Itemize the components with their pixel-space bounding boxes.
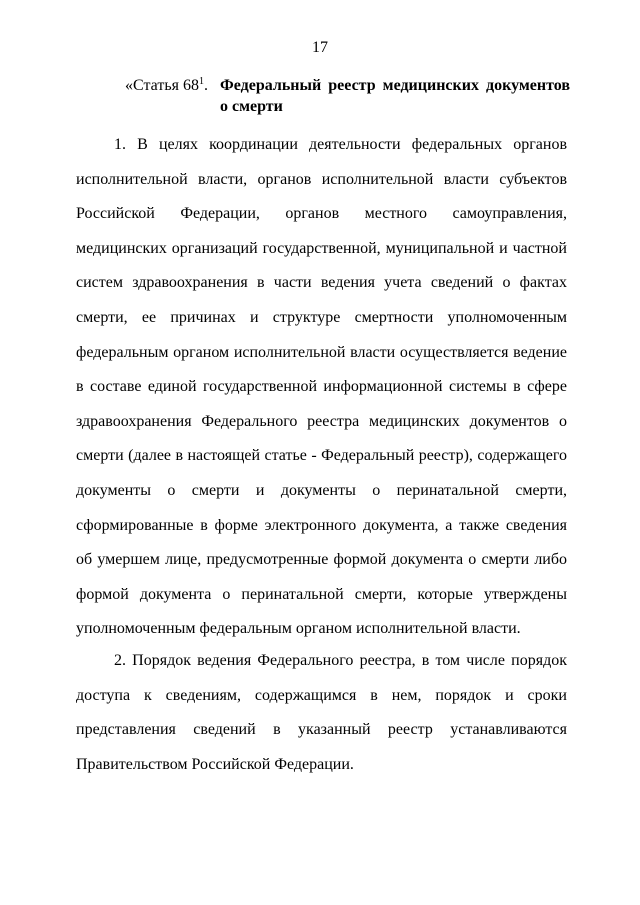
article-label-suffix: . bbox=[203, 77, 208, 94]
article-title: Федеральный реестр медицинских документов о смерти bbox=[220, 77, 570, 115]
article-label-prefix: «Статья 68 bbox=[125, 77, 199, 94]
page-number: 17 bbox=[312, 39, 328, 56]
article-label-superscript: 1 bbox=[198, 76, 204, 87]
paragraph-2: 2. Порядок ведения Федерального реестра, в том числе порядок доступа к сведениям, содержащимся в нем, порядок и сроки представления сведений в указанный реестр устанавливаются Правительством Российской Федерации. bbox=[76, 652, 567, 773]
article-label bbox=[125, 75, 208, 96]
paragraph-1: 1. В целях координации деятельности федеральных органов исполнительной власти, органов исполнительной власти субъектов Российской Федерации, органов местного самоуправления, медицинских организаций государственной, муниципальной и частной систем здравоохранения в части ведения учета сведений о фактах смерти, ее причинах и структуре смертности уполномоченным федеральным органом исполнительной власти осуществляется ведение в составе единой государственной информационной системы в сфере здравоохранения Федерального реестра медицинских документов о смерти (далее в настоящей статье - Федеральный реестр), содержащего документы о смерти и документы о перинатальной смерти, сформированные в форме электронного документа, а также сведения об умершем лице, предусмотренные формой документа о смерти либо формой документа о перинатальной смерти, которые утверждены уполномоченным федеральным органом исполнительной власти. bbox=[76, 136, 567, 638]
